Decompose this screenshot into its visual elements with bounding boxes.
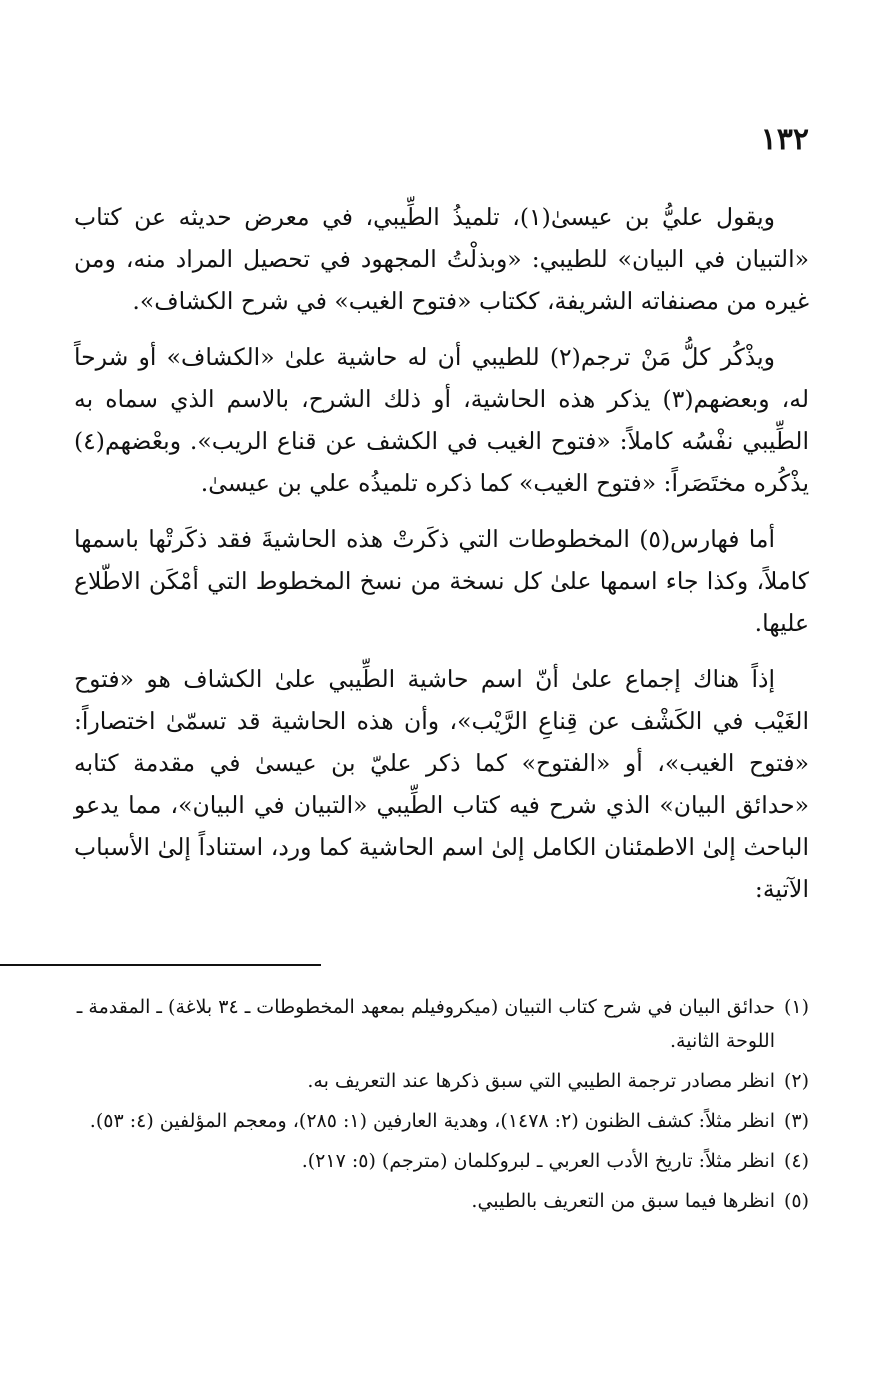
- footnote-3: [74, 1104, 809, 1138]
- footnote-text: انظر مثلاً: تاريخ الأدب العربي ـ لبروكلمان (مترجم) (٥: ٢١٧).: [301, 1150, 775, 1172]
- footnotes: [74, 990, 809, 1224]
- footnote-2: [74, 1064, 809, 1098]
- page-number: ١٣٢: [760, 122, 809, 157]
- paragraph-2: ويذْكُر كلُّ مَنْ ترجم(٢) للطيبي أن له حاشية علىٰ «الكشاف» أو شرحاً له، وبعضهم(٣) يذكر هذه الحاشية، أو ذلك الشرح، بالاسم الذي سماه به الطِّيبي نفْسُه كاملاً: «فتوح الغيب في الكشف عن قناع الريب». وبعْضهم(٤) يذْكُره مختَصَراً: «فتوح الغيب» كما ذكره تلميذُه علي بن عيسىٰ.: [74, 343, 810, 497]
- footnote-separator: [0, 964, 321, 966]
- footnote-text: انظر مصادر ترجمة الطيبي التي سبق ذكرها عند التعريف به.: [307, 1070, 775, 1092]
- footnote-text: انظر مثلاً: كشف الظنون (٢: ١٤٧٨)، وهدية العارفين (١: ٢٨٥)، ومعجم المؤلفين (٤: ٥٣).: [89, 1110, 775, 1132]
- paragraph-1: ويقول عليُّ بن عيسىٰ(١)، تلميذُ الطِّيبي، في معرض حديثه عن كتاب «التبيان في البيان» للطيبي: «وبذلْتُ المجهود في تحصيل المراد منه، ومن غيره من مصنفاته الشريفة، ككتاب «فتوح الغيب» في شرح الكشاف».: [74, 203, 809, 315]
- footnote-5: [74, 1184, 809, 1218]
- paragraph-3: أما فهارس(٥) المخطوطات التي ذكَرتْ هذه الحاشيةَ فقد ذكَرتْها باسمها كاملاً، وكذا جاء اسمها علىٰ كل نسخة من نسخ المخطوط التي أمْكَن الاطّلاع عليها.: [74, 525, 809, 637]
- paragraph-4: إذاً هناك إجماع علىٰ أنّ اسم حاشية الطِّيبي علىٰ الكشاف هو «فتوح الغَيْب في الكَشْف عن قِناعِ الرَّيْب»، وأن هذه الحاشية قد تسمّىٰ اختصاراً: «فتوح الغيب»، أو «الفتوح» كما ذكر عليّ بن عيسىٰ في مقدمة كتابه «حدائق البيان» الذي شرح فيه كتاب الطِّيبي «التبيان في البيان»، مما يدعو الباحث إلىٰ الاطمئنان الكامل إلىٰ اسم الحاشية كما ورد، استناداً إلىٰ الأسباب الآتية:: [74, 665, 809, 903]
- footnote-number: (١): [783, 996, 809, 1018]
- footnote-text: انظرها فيما سبق من التعريف بالطيبي.: [471, 1190, 775, 1212]
- footnote-4: [74, 1144, 809, 1178]
- main-text: [74, 196, 809, 924]
- footnote-number: (٤): [783, 1150, 809, 1172]
- footnote-number: (٥): [783, 1190, 809, 1212]
- footnote-number: (٣): [783, 1110, 809, 1132]
- footnote-number: (٢): [783, 1070, 809, 1092]
- footnote-1: [74, 990, 809, 1058]
- footnote-text: حدائق البيان في شرح كتاب التبيان (ميكروفيلم بمعهد المخطوطات ـ ٣٤ بلاغة) ـ المقدمة ـ اللوحة الثانية.: [76, 996, 775, 1052]
